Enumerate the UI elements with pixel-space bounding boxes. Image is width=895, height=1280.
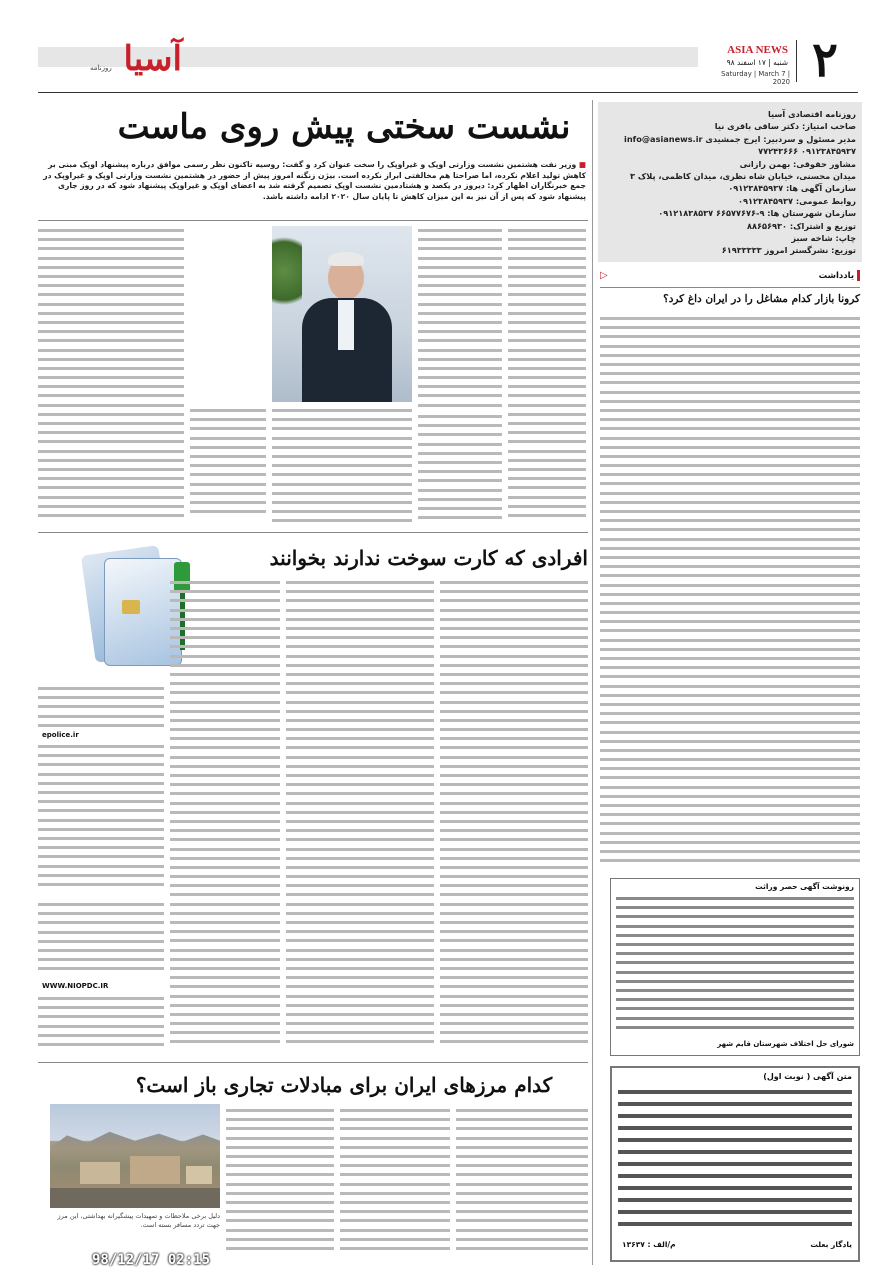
border-body-col-3	[226, 1106, 334, 1260]
photo-road	[50, 1188, 220, 1208]
lead-bullet-icon: ■	[576, 160, 586, 169]
main-body-col-4	[190, 406, 266, 526]
fuel-story-rule	[38, 1062, 588, 1063]
notice-2-title: متن آگهی ( نوبت اول)	[763, 1072, 852, 1081]
main-lead	[38, 160, 586, 202]
fuel-body-col-1	[440, 578, 588, 1056]
paper-name: ASIA NEWS	[727, 44, 788, 56]
memo-title: یادداشت	[818, 271, 855, 281]
memo-headline: کرونا بازار کدام مشاغل را در ایران داغ کرد؟	[663, 293, 860, 305]
main-headline: نشست سختی پیش روی ماست	[117, 107, 571, 147]
colophon	[604, 108, 856, 257]
website-niopdc[interactable]: WWW.NIOPDC.IR	[42, 982, 109, 990]
notice-2-body	[618, 1086, 852, 1234]
photo-building-1	[80, 1162, 120, 1184]
fuel-body-col-3	[170, 578, 280, 1056]
logo-text: آسیا	[123, 39, 182, 79]
colophon-line: ۰۹۱۲۳۸۴۵۹۳۷ ۷۷۲۴۳۶۶۶	[758, 146, 856, 157]
memo-arrow-icon: ▷	[600, 270, 608, 281]
colophon-line: سازمان شهرستان ها: ۹-۶۶۵۷۷۶۷۶ ۰۹۱۲۱۸۳۸۵۳۷	[658, 208, 856, 219]
date-english: Saturday | March 7 | 2020	[721, 70, 790, 86]
memo-bar-icon	[857, 270, 860, 281]
page-number: ۲	[812, 32, 838, 88]
main-body-col-2b	[418, 412, 502, 526]
memo-title-rule	[600, 287, 860, 288]
border-headline: کدام مرزهای ایران برای مبادلات تجاری باز است؟	[135, 1073, 553, 1097]
fuel-headline: افرادی که کارت سوخت ندارند بخوانند	[269, 546, 588, 570]
date-persian: شنبه | ۱۷ اسفند ۹۸	[726, 58, 788, 67]
fuel-body-col-4c	[38, 900, 164, 980]
fuel-body-col-4d	[38, 994, 164, 1056]
colophon-line: صاحب امتیاز: دکتر ساقی باقری نیا	[714, 121, 856, 132]
photo-figure-shirt	[338, 300, 354, 350]
border-body-col-2	[340, 1106, 450, 1260]
masthead-rule	[38, 92, 858, 93]
colophon-line: میدان محسنی، خیابان شاه نظری، میدان کاظمی، پلاک ۳	[630, 171, 856, 182]
notice-1-title: رونوشت آگهی حصر وراثت	[755, 882, 854, 891]
fuel-card-chip	[122, 600, 140, 614]
colophon-line: روابط عمومی: ۰۹۱۲۳۸۴۵۹۳۷	[738, 195, 856, 206]
border-body-col-1	[456, 1106, 588, 1260]
colophon-line: چاپ: شاخه سبز	[791, 233, 856, 244]
fuel-body-col-4b	[38, 742, 164, 896]
photo-plant	[272, 226, 302, 316]
logo-subtitle: روزنامه	[90, 64, 112, 72]
notice-1-footer: شورای حل اختلاف شهرستان قایم شهر	[717, 1040, 854, 1048]
border-photo	[50, 1104, 220, 1208]
fuel-body-col-2	[286, 578, 434, 1056]
main-body-col-5	[38, 226, 184, 526]
memo-body	[600, 314, 860, 870]
notice-2-date-line: یادگار بعلت	[810, 1240, 852, 1249]
colophon-line: توزیع و اشتراک: ۸۸۶۵۶۹۳۰	[747, 220, 856, 231]
colophon-line: توزیع: نشرگستر امروز ۶۱۹۳۳۳۳۳	[721, 245, 856, 256]
photo-building-2	[130, 1156, 180, 1184]
notice-1-body	[616, 894, 854, 1034]
lead-text: وزیر نفت هشتمین نشست وزارتی اوپک و غیراوپک را سخت عنوان کرد و گفت: روسیه تاکنون نظر رسمی موافق درباره پیشنهاد اوپک مبنی بر کاهش تولید اعلام نکرده، اما صراحتا هم مخالفتی ابراز نکرده است. بیژن زنگنه امروز پیش از حضور در هشتمین نشست وزارتی اوپک و غیراوپک در جمع خبرنگاران اظهار کرد: دیروز در یکصد و هشتادمین نشست اوپک تصمیم گرفته شد به اعضای اوپک و غیراوپک پیشنهاد شود که در روز جاری پیشنهاد شود که پس از آن نیز به این میزان کاهش تا پایان سال ۲۰۲۰ ادامه داشته باشد.	[43, 160, 586, 201]
main-story-rule	[38, 532, 588, 533]
colophon-line: مدیر مسئول و سردبیر: ایرج جمشیدی info@asianews.ir	[624, 133, 856, 144]
main-body-col-3	[272, 406, 412, 526]
photo-figure-hair	[328, 252, 364, 266]
notice-2-ref: م/الف : ۱۳۶۳۷	[622, 1240, 676, 1249]
border-photo-caption: دلیل برخی ملاحظات و تمهیدات پیشگیرانه بهداشتی، این مرز جهت تردد مسافر بسته است.	[57, 1212, 220, 1229]
main-lead-rule	[38, 220, 588, 221]
minister-photo	[272, 226, 412, 402]
main-body-col-1	[508, 226, 586, 526]
photo-building-3	[186, 1166, 212, 1184]
fuel-body-col-4a	[38, 684, 164, 730]
colophon-line: سازمان آگهی ها: ۰۹۱۲۳۸۴۵۹۳۷	[728, 183, 856, 194]
colophon-line: مشاور حقوقی: بهمن رازانی	[739, 158, 856, 169]
masthead-logo	[92, 38, 182, 80]
main-col-divider	[592, 100, 593, 1265]
print-timestamp: 98/12/17 02:15	[92, 1252, 211, 1268]
memo-title-row	[600, 270, 860, 286]
website-epolice[interactable]: epolice.ir	[42, 731, 79, 739]
colophon-line: روزنامه اقتصادی آسیا	[767, 109, 856, 119]
masthead-divider	[796, 40, 797, 82]
photo-mountains	[50, 1130, 220, 1148]
